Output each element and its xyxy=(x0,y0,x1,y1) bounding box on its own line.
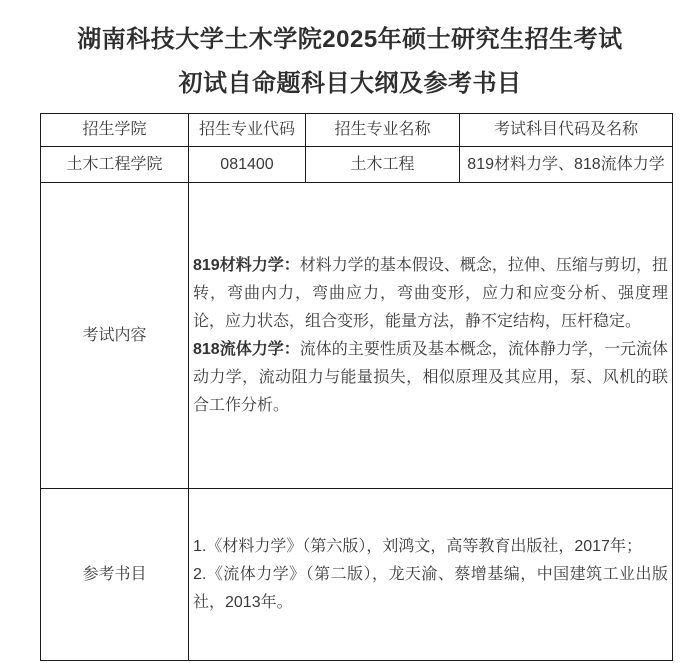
exam-content-label: 考试内容 xyxy=(41,183,189,489)
references-cell xyxy=(189,489,673,661)
subject2-title: 818流体力学： xyxy=(193,340,300,358)
major-code-cell: 081400 xyxy=(189,147,306,183)
references-row xyxy=(41,489,673,661)
document-title xyxy=(0,0,700,106)
exam-content-row xyxy=(41,183,673,489)
references-label: 参考书目 xyxy=(41,489,189,661)
subject2-body: 流体的主要性质及基本概念，流体静力学，一元流体动力学，流动阻力与能量损失，相似原理及其应用，泵、风机的联合工作分析。 xyxy=(193,340,668,414)
table-header-row xyxy=(41,114,673,147)
college-cell: 土木工程学院 xyxy=(41,147,189,183)
exam-content-cell xyxy=(189,183,673,489)
header-major-code: 招生专业代码 xyxy=(189,114,306,147)
title-line-1: 湖南科技大学土木学院2025年硕士研究生招生考试 xyxy=(77,26,623,53)
subject1-body: 材料力学的基本假设、概念，拉伸、压缩与剪切，扭转，弯曲内力，弯曲应力，弯曲变形，应力和应变分析、强度理论，应力状态，组合变形，能量方法，静不定结构，压杆稳定。 xyxy=(193,256,668,330)
header-exam-subjects: 考试科目代码及名称 xyxy=(460,114,673,147)
subject2-paragraph xyxy=(193,336,668,420)
subject1-title: 819材料力学： xyxy=(193,256,300,274)
subject1-paragraph xyxy=(193,252,668,336)
exam-subjects-cell: 819材料力学、818流体力学 xyxy=(460,147,673,183)
program-row xyxy=(41,147,673,183)
reference-item: 1.《材料力学》（第六版），刘鸿文，高等教育出版社，2017年； xyxy=(193,537,642,555)
exam-info-table xyxy=(40,113,673,661)
reference-item: 2.《流体力学》（第二版），龙天渝、蔡增基编，中国建筑工业出版社，2013年。 xyxy=(193,565,668,611)
title-line-2: 初试自命题科目大纲及参考书目 xyxy=(178,70,522,97)
major-name-cell: 土木工程 xyxy=(306,147,460,183)
header-major-name: 招生专业名称 xyxy=(306,114,460,147)
header-college: 招生学院 xyxy=(41,114,189,147)
